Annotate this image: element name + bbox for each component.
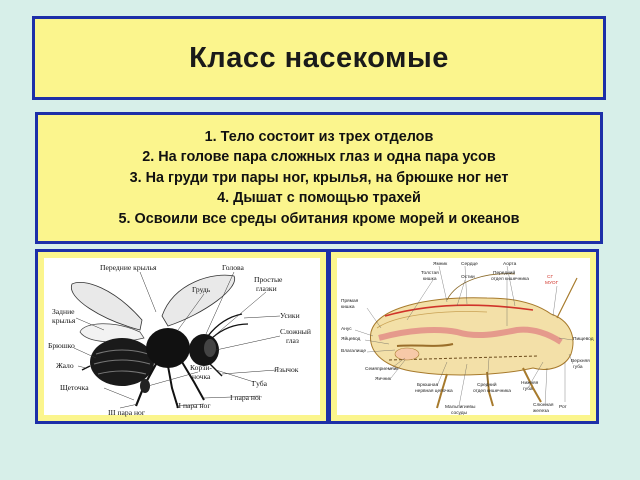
label-ganglion-2: МУОГ: [545, 281, 559, 286]
label-foregut-2: отдел кишечника: [491, 277, 529, 282]
label-salivary-2: железа: [533, 409, 549, 414]
label-hind-wings-2: крылья: [52, 316, 76, 325]
label-malpighi-2: сосуды: [451, 411, 468, 416]
label-leg-2: II пара ног: [176, 401, 211, 410]
bee-external-drawing: [44, 258, 326, 421]
label-tongue: Язычок: [274, 365, 299, 374]
front-wing-left: [71, 282, 142, 330]
label-ganglion-1: СГ: [547, 275, 554, 280]
label-rectum-1: Прямая: [341, 299, 359, 304]
ovary-shape: [395, 348, 419, 360]
compound-eye-shape: [204, 339, 216, 357]
label-oviduct: Яйцевод: [341, 337, 361, 342]
label-brush: Щеточка: [60, 383, 89, 392]
label-anus: Анус: [341, 327, 352, 332]
front-wing-right: [162, 275, 235, 326]
label-head: Голова: [222, 263, 244, 272]
label-upper-lip-2: губа: [573, 365, 583, 370]
facts-box: [35, 112, 603, 244]
label-thick-gut-1: Толстая: [421, 271, 439, 276]
label-leg-3: III пара ног: [108, 408, 145, 417]
label-mouth: Рот: [559, 405, 567, 410]
title-box: [32, 16, 606, 100]
label-foregut-1: Передний: [493, 271, 516, 276]
label-lower-lip-2: губа: [523, 387, 533, 392]
label-abdomen: Брюшко: [48, 341, 75, 350]
label-upper-lip-1: Верхняя: [571, 359, 590, 364]
label-ostia: Остии: [461, 275, 475, 280]
bee-external-image: [44, 258, 320, 415]
label-antennae: Усики: [280, 311, 300, 320]
label-midgut-2: отдел кишечника: [473, 389, 511, 394]
bee-internal-figure: [328, 249, 599, 424]
label-aorta: Аорта: [503, 262, 517, 267]
label-chest: Грудь: [192, 285, 211, 294]
fact-2: 2. На голове пара сложных глаз и одна пара усов: [142, 149, 496, 166]
label-midgut-1: Средний: [477, 383, 497, 388]
label-esophagus: Пищевод: [573, 337, 594, 342]
label-front-wings: Передние крылья: [100, 263, 157, 272]
label-seminal: Семяприемник: [365, 367, 399, 372]
label-sting: Жало: [56, 361, 74, 370]
bee-external-figure: [35, 249, 329, 424]
label-rectum-2: кишка: [341, 305, 355, 310]
bee-internal-image: [337, 258, 594, 416]
label-simple-eyes-2: глазки: [256, 284, 277, 293]
label-heart: Сердце: [461, 262, 478, 267]
antenna: [557, 278, 577, 318]
abdomen-shape: [90, 338, 154, 386]
label-thick-gut-2: кишка: [423, 277, 437, 282]
label-leg-1: I пара ног: [230, 393, 262, 402]
slide-title: Класс насекомые: [189, 41, 449, 74]
fact-3: 3. На груди три пары ног, крылья, на брюшке ног нет: [129, 169, 509, 186]
fact-4: 4. Дышат с помощью трахей: [217, 190, 421, 207]
label-basket-2: ночка: [192, 372, 211, 381]
bee-internal-drawing: [337, 258, 596, 421]
label-basket-1: Корзи-: [190, 363, 212, 372]
label-vagina: Влагалище: [341, 349, 367, 354]
label-compound-eye-2: глаз: [286, 336, 299, 345]
label-malpighi-1: Мальпигиевы: [445, 405, 476, 410]
label-simple-eyes-1: Простые: [254, 275, 283, 284]
label-ovary: Яичник: [375, 377, 392, 382]
label-nerve-1: Брюшная: [417, 383, 439, 388]
thorax-shape: [146, 328, 190, 368]
fact-1: 1. Тело состоит из трех отделов: [204, 128, 434, 145]
label-salivary-1: Слюнная: [533, 403, 554, 408]
label-hind-wings-1: Задние: [52, 307, 75, 316]
label-compound-eye-1: Сложный: [280, 327, 311, 336]
label-lower-lip-1: Нижняя: [521, 381, 539, 386]
label-intestine: Ямник: [433, 262, 448, 267]
label-nerve-2: нервная цепочка: [415, 389, 453, 394]
fact-5: 5. Освоили все среды обитания кроме морей и океанов: [118, 210, 520, 227]
label-lip: Губа: [252, 379, 268, 388]
